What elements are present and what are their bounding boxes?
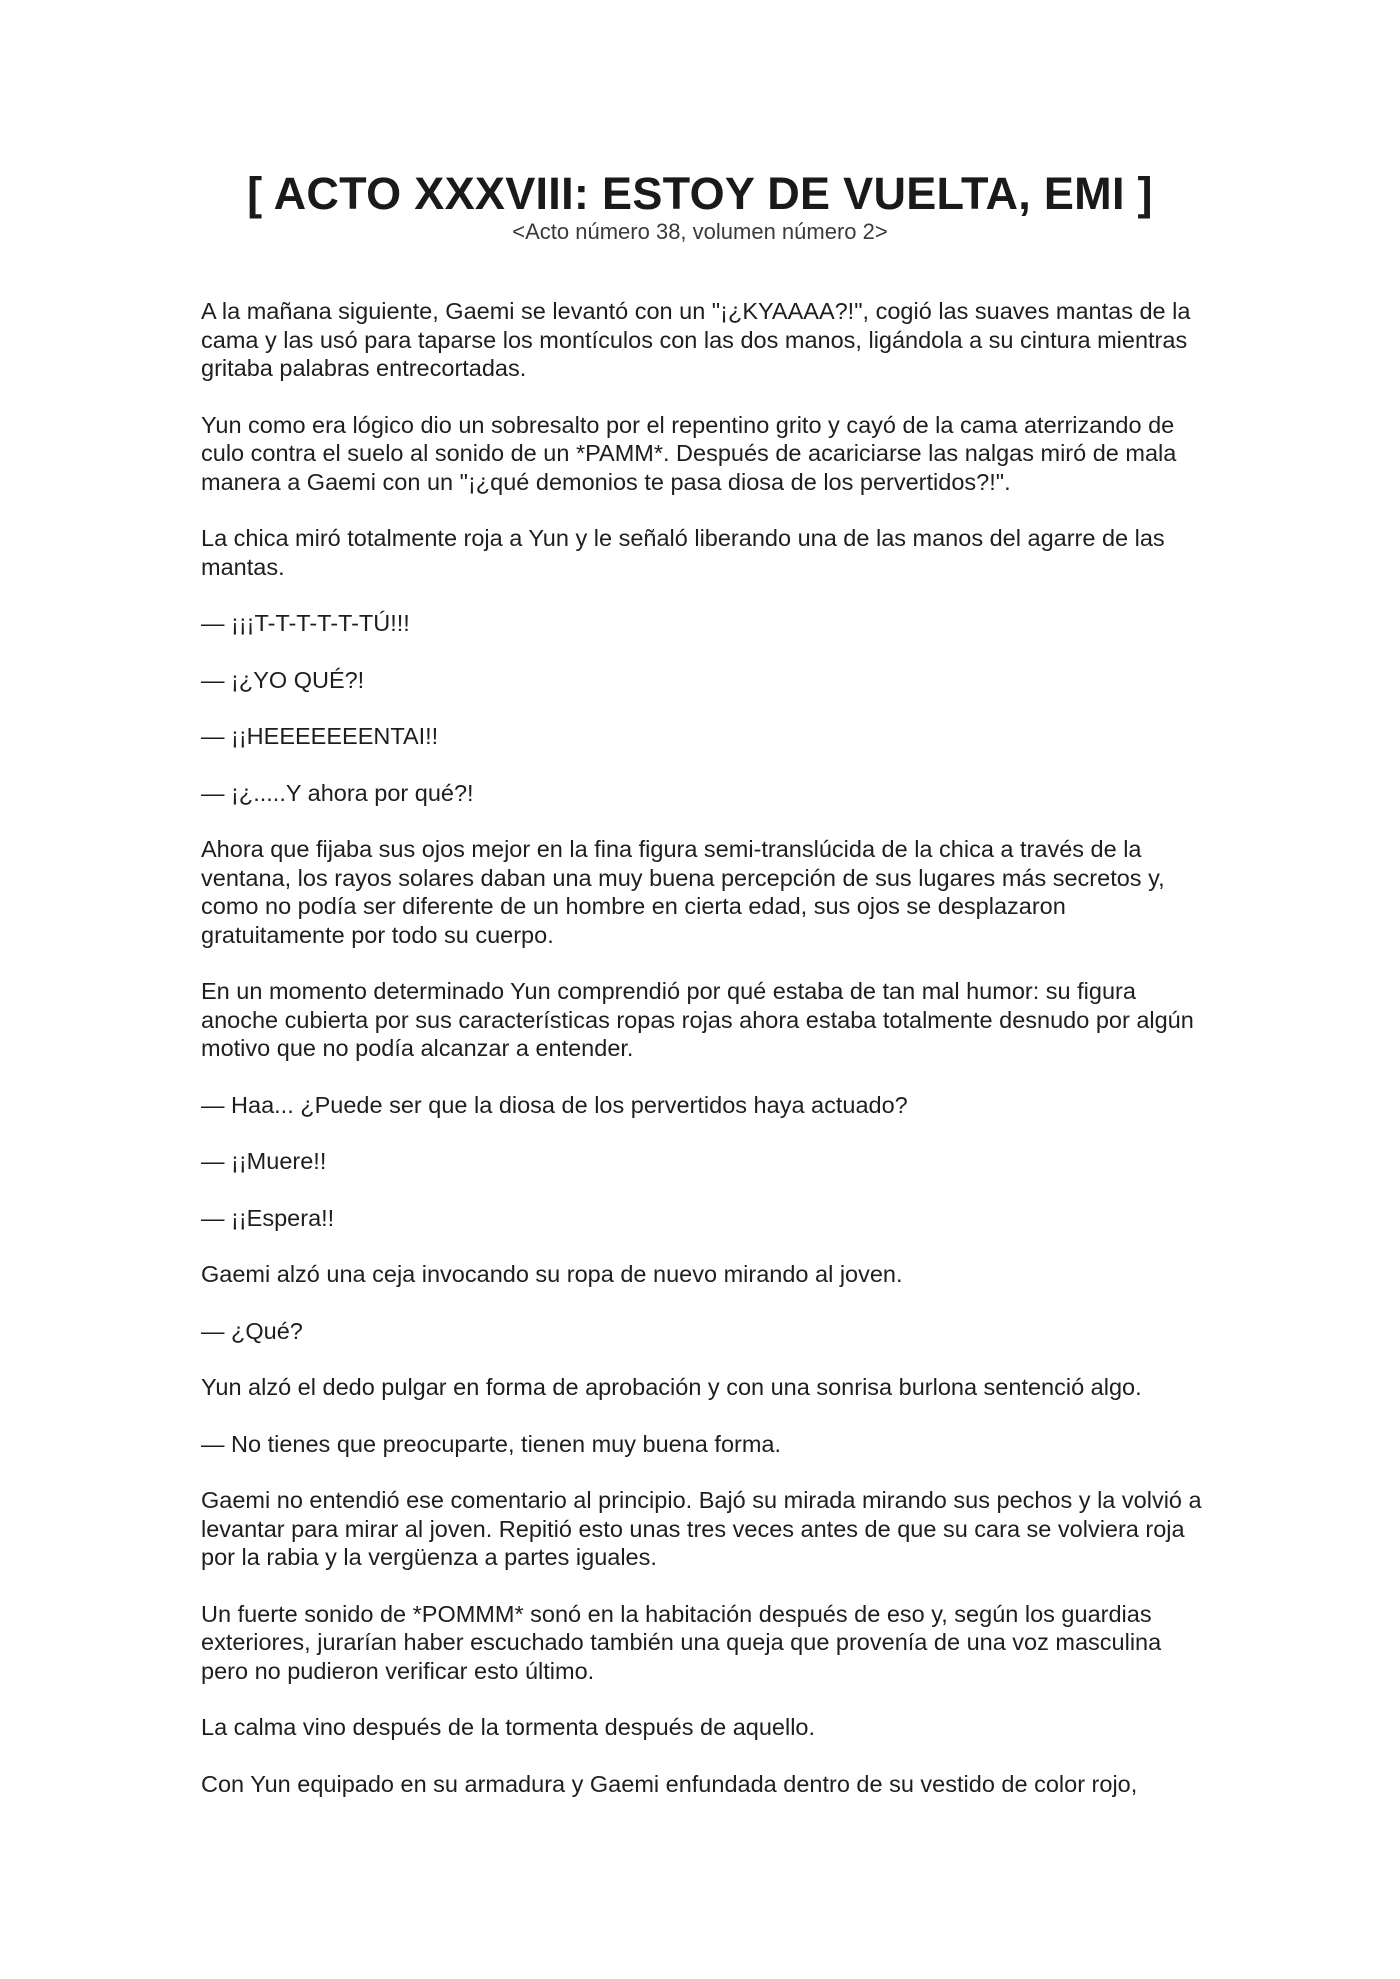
dialogue-line: — ¡¡Muere!! bbox=[201, 1148, 327, 1174]
paragraph: Gaemi alzó una ceja invocando su ropa de nuevo mirando al joven. bbox=[201, 1261, 903, 1287]
paragraph: La chica miró totalmente roja a Yun y le señaló liberando una de las manos del agarre de las mantas. bbox=[201, 525, 1165, 580]
dialogue-line: — Haa... ¿Puede ser que la diosa de los pervertidos haya actuado? bbox=[201, 1091, 908, 1118]
chapter-title: [ ACTO XXXVIII: ESTOY DE VUELTA, EMI ] bbox=[247, 168, 1153, 219]
chapter-subtitle: <Acto número 38, volumen número 2> bbox=[512, 219, 888, 244]
paragraph: Yun como era lógico dio un sobresalto por el repentino grito y cayó de la cama aterrizando de culo contra el suelo al sonido de un *PAMM*. Después de acariciarse las nalgas miró de mala manera a Gaemi con un "¡¿qué demonios te pasa diosa de los pervertidos?!". bbox=[201, 411, 1177, 495]
dialogue-line: — ¡¿YO QUÉ?! bbox=[201, 666, 365, 693]
dialogue-line: — ¡¡HEEEEEEENTAI!! bbox=[201, 723, 439, 749]
dialogue-line: — ¡¡¡T-T-T-T-T-TÚ!!! bbox=[201, 610, 410, 636]
dialogue-line: — ¿Qué? bbox=[201, 1317, 303, 1344]
paragraph: Gaemi no entendió ese comentario al principio. Bajó su mirada mirando sus pechos y la volvió a levantar para mirar al joven. Repitió esto unas tres veces antes de que su cara se volviera roja por la rabia y la vergüenza a partes iguales. bbox=[201, 1487, 1202, 1570]
paragraph: La calma vino después de la tormenta después de aquello. bbox=[201, 1714, 816, 1740]
dialogue-line: — ¡¡Espera!! bbox=[201, 1204, 335, 1231]
paragraph: En un momento determinado Yun comprendió por qué estaba de tan mal humor: su figura anoche cubierta por sus características ropas rojas ahora estaba totalmente desnudo por algún motivo que no podía alcanzar a entender. bbox=[201, 978, 1194, 1061]
document-body bbox=[201, 297, 1211, 1826]
paragraph: Con Yun equipado en su armadura y Gaemi enfundada dentro de su vestido de color rojo, bbox=[201, 1770, 1138, 1797]
dialogue-line: — No tienes que preocuparte, tienen muy buena forma. bbox=[201, 1430, 782, 1457]
paragraph: Yun alzó el dedo pulgar en forma de aprobación y con una sonrisa burlona sentenció algo. bbox=[201, 1374, 1142, 1400]
paragraph: Un fuerte sonido de *POMMM* sonó en la habitación después de eso y, según los guardias exteriores, jurarían haber escuchado también una queja que provenía de una voz masculina pero no pudieron verificar esto último. bbox=[201, 1600, 1162, 1684]
paragraph: Ahora que fijaba sus ojos mejor en la fina figura semi-translúcida de la chica a través de la ventana, los rayos solares daban una muy buena percepción de sus lugares más secretos y, como no podía ser diferente de un hombre en cierta edad, sus ojos se desplazaron gratuitamente por todo su cuerpo. bbox=[201, 836, 1165, 948]
dialogue-line: — ¡¿.....Y ahora por qué?! bbox=[201, 779, 474, 806]
paragraph: A la mañana siguiente, Gaemi se levantó con un "¡¿KYAAAA?!", cogió las suaves mantas de la cama y las usó para taparse los montículos con las dos manos, ligándola a su cintura mientras gritaba palabras entrecortadas. bbox=[201, 298, 1191, 381]
